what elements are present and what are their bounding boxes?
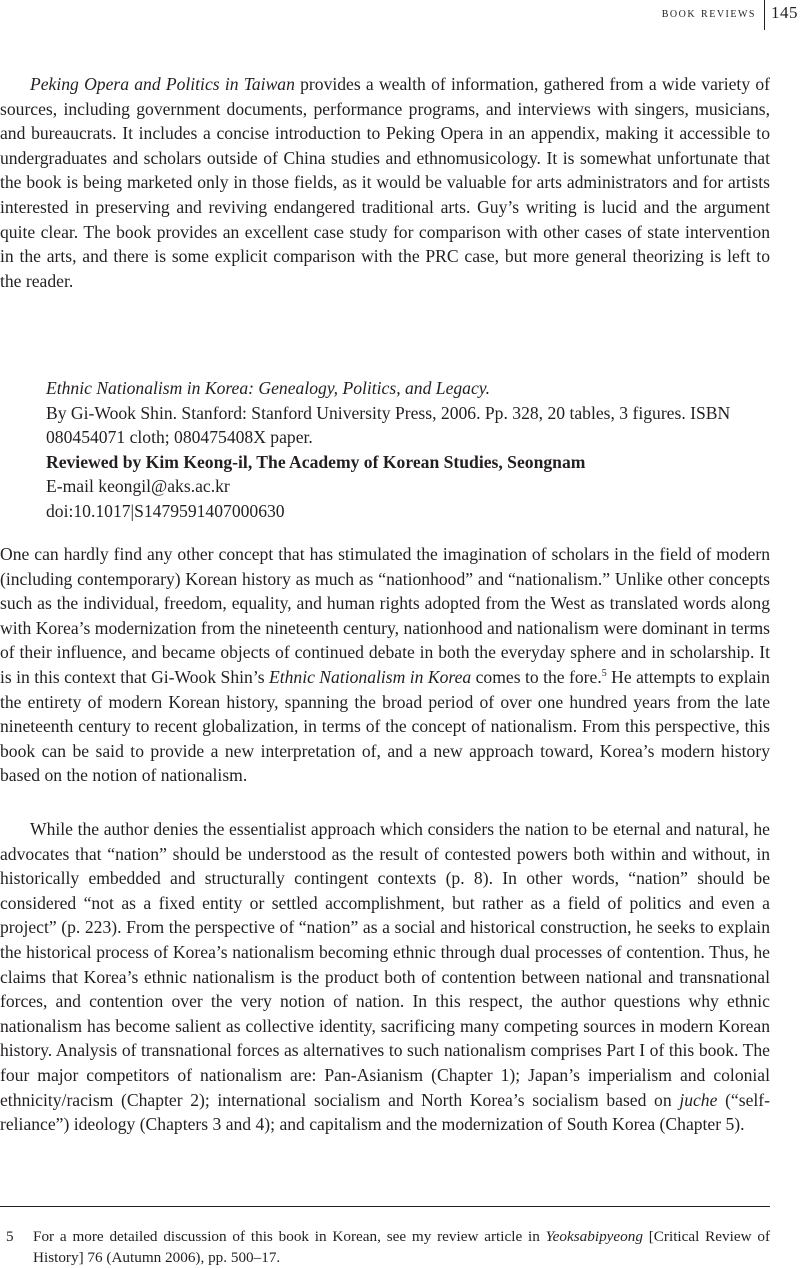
review-citation bbox=[46, 376, 770, 524]
footnote-divider bbox=[0, 1206, 770, 1207]
review-paragraph-1: One can hardly find any other concept that has stimulated the imagination of scholars in the field of modern (including contemporary) Korean history as much as “nationhood” and “nationalism.” Unlike other concepts such as the individual, freedom, equality, and human rights adopted from the West as translated words along with Korea’s modernization from the nineteenth century, nationhood and nationalism were dominant in terms of their influence, and became objects of continued debate in both the everyday sphere and in scholarship. It is in this context that Gi-Wook Shin’s Ethnic Nationalism in Korea comes to the fore.$^5$ He attempts to explain the entirety of modern Korean history, spanning the broad period of over one hundred years from the late nineteenth century to recent globalization, in terms of the concept of nationalism. From this perspective, this book can be said to provide a new interpretation of, and a new approach toward, Korea’s modern history based on the notion of nationalism. bbox=[0, 544, 770, 786]
footnote-reference: 5 bbox=[601, 668, 607, 680]
reviewer-line: Reviewed by Kim Keong-il, The Academy of Korean Studies, Seongnam bbox=[46, 451, 586, 472]
footnote bbox=[0, 1226, 770, 1268]
running-header bbox=[662, 0, 800, 30]
running-head: book reviews bbox=[661, 6, 756, 21]
reviewer-email: E-mail keongil@aks.ac.kr bbox=[46, 476, 230, 497]
footnote-number: 5 bbox=[6, 1228, 14, 1245]
publication-details: By Gi-Wook Shin. Stanford: Stanford University Press, 2006. Pp. 328, 20 tables, 3 figures. ISBN 080454071 cloth; 080475408X paper. bbox=[46, 402, 731, 448]
previous-review-text: provides a wealth of information, gathered from a wide variety of sources, including government documents, performance programs, and interviews with singers, musicians, and bureaucrats. It includes a concise introduction to Peking Opera in an appendix, making it accessible to undergraduates and scholars outside of China studies and ethnomusicology. It is somewhat unfortunate that the book is being marketed only in those fields, as it would be valuable for arts administrators and for artists interested in preserving and reviving endangered traditional arts. Guy’s writing is lucid and the argument quite clear. The book provides an excellent case study for comparison with other cases of state intervention in the arts, and there is some explicit comparison with the PRC case, but more general theorizing is left to the reader. bbox=[0, 74, 770, 291]
doi: doi:10.1017|S1479591407000630 bbox=[46, 500, 285, 521]
review-paragraph-2: While the author denies the essentialist approach which considers the nation to be eternal and natural, he advocates that “nation” should be understood as the result of contested powers both within and without, in historically embedded and structurally contingent contexts (p. 8). In other words, “nation” should be considered “not as a fixed entity or settled accomplishment, but rather as a field of politics and even a project” (p. 223). From the perspective of “nation” as a social and historical construction, he seeks to explain the historical process of Korea’s nationalism becoming ethnic through dual processes of contention. Thus, he claims that Korea’s ethnic nationalism is the product both of contention between national and transnational forces, and contention over the very notion of nation. In this respect, the author questions why ethnic nationalism has become salient as collective identity, sacrificing many competing sources in modern Korean history. Analysis of transnational forces as alternatives to such nationalism comprises Part I of this book. The four major competitors of nationalism are: Pan-Asianism (Chapter 1); Japan’s imperialism and colonial ethnicity/racism (Chapter 2); international socialism and North Korea’s socialism based on juche (“self-reliance”) ideology (Chapters 3 and 4); and capitalism and the modernization of South Korea (Chapter 5). bbox=[0, 819, 771, 1135]
page-number: 145 bbox=[771, 3, 798, 22]
previous-book-title: Peking Opera and Politics in Taiwan bbox=[30, 74, 295, 94]
footnote-text: For a more detailed discussion of this book in Korean, see my review article in Yeoksabipyeong [Critical Review of History] 76 (Autumn 2006), pp. 500–17. bbox=[33, 1228, 771, 1266]
book-title: Ethnic Nationalism in Korea: Genealogy, Politics, and Legacy. bbox=[46, 378, 491, 398]
journal-title: Yeoksabipyeong bbox=[545, 1228, 643, 1245]
previous-review-conclusion bbox=[0, 72, 770, 293]
book-title-inline: Ethnic Nationalism in Korea bbox=[268, 666, 472, 687]
juche-term: juche bbox=[679, 1089, 718, 1110]
